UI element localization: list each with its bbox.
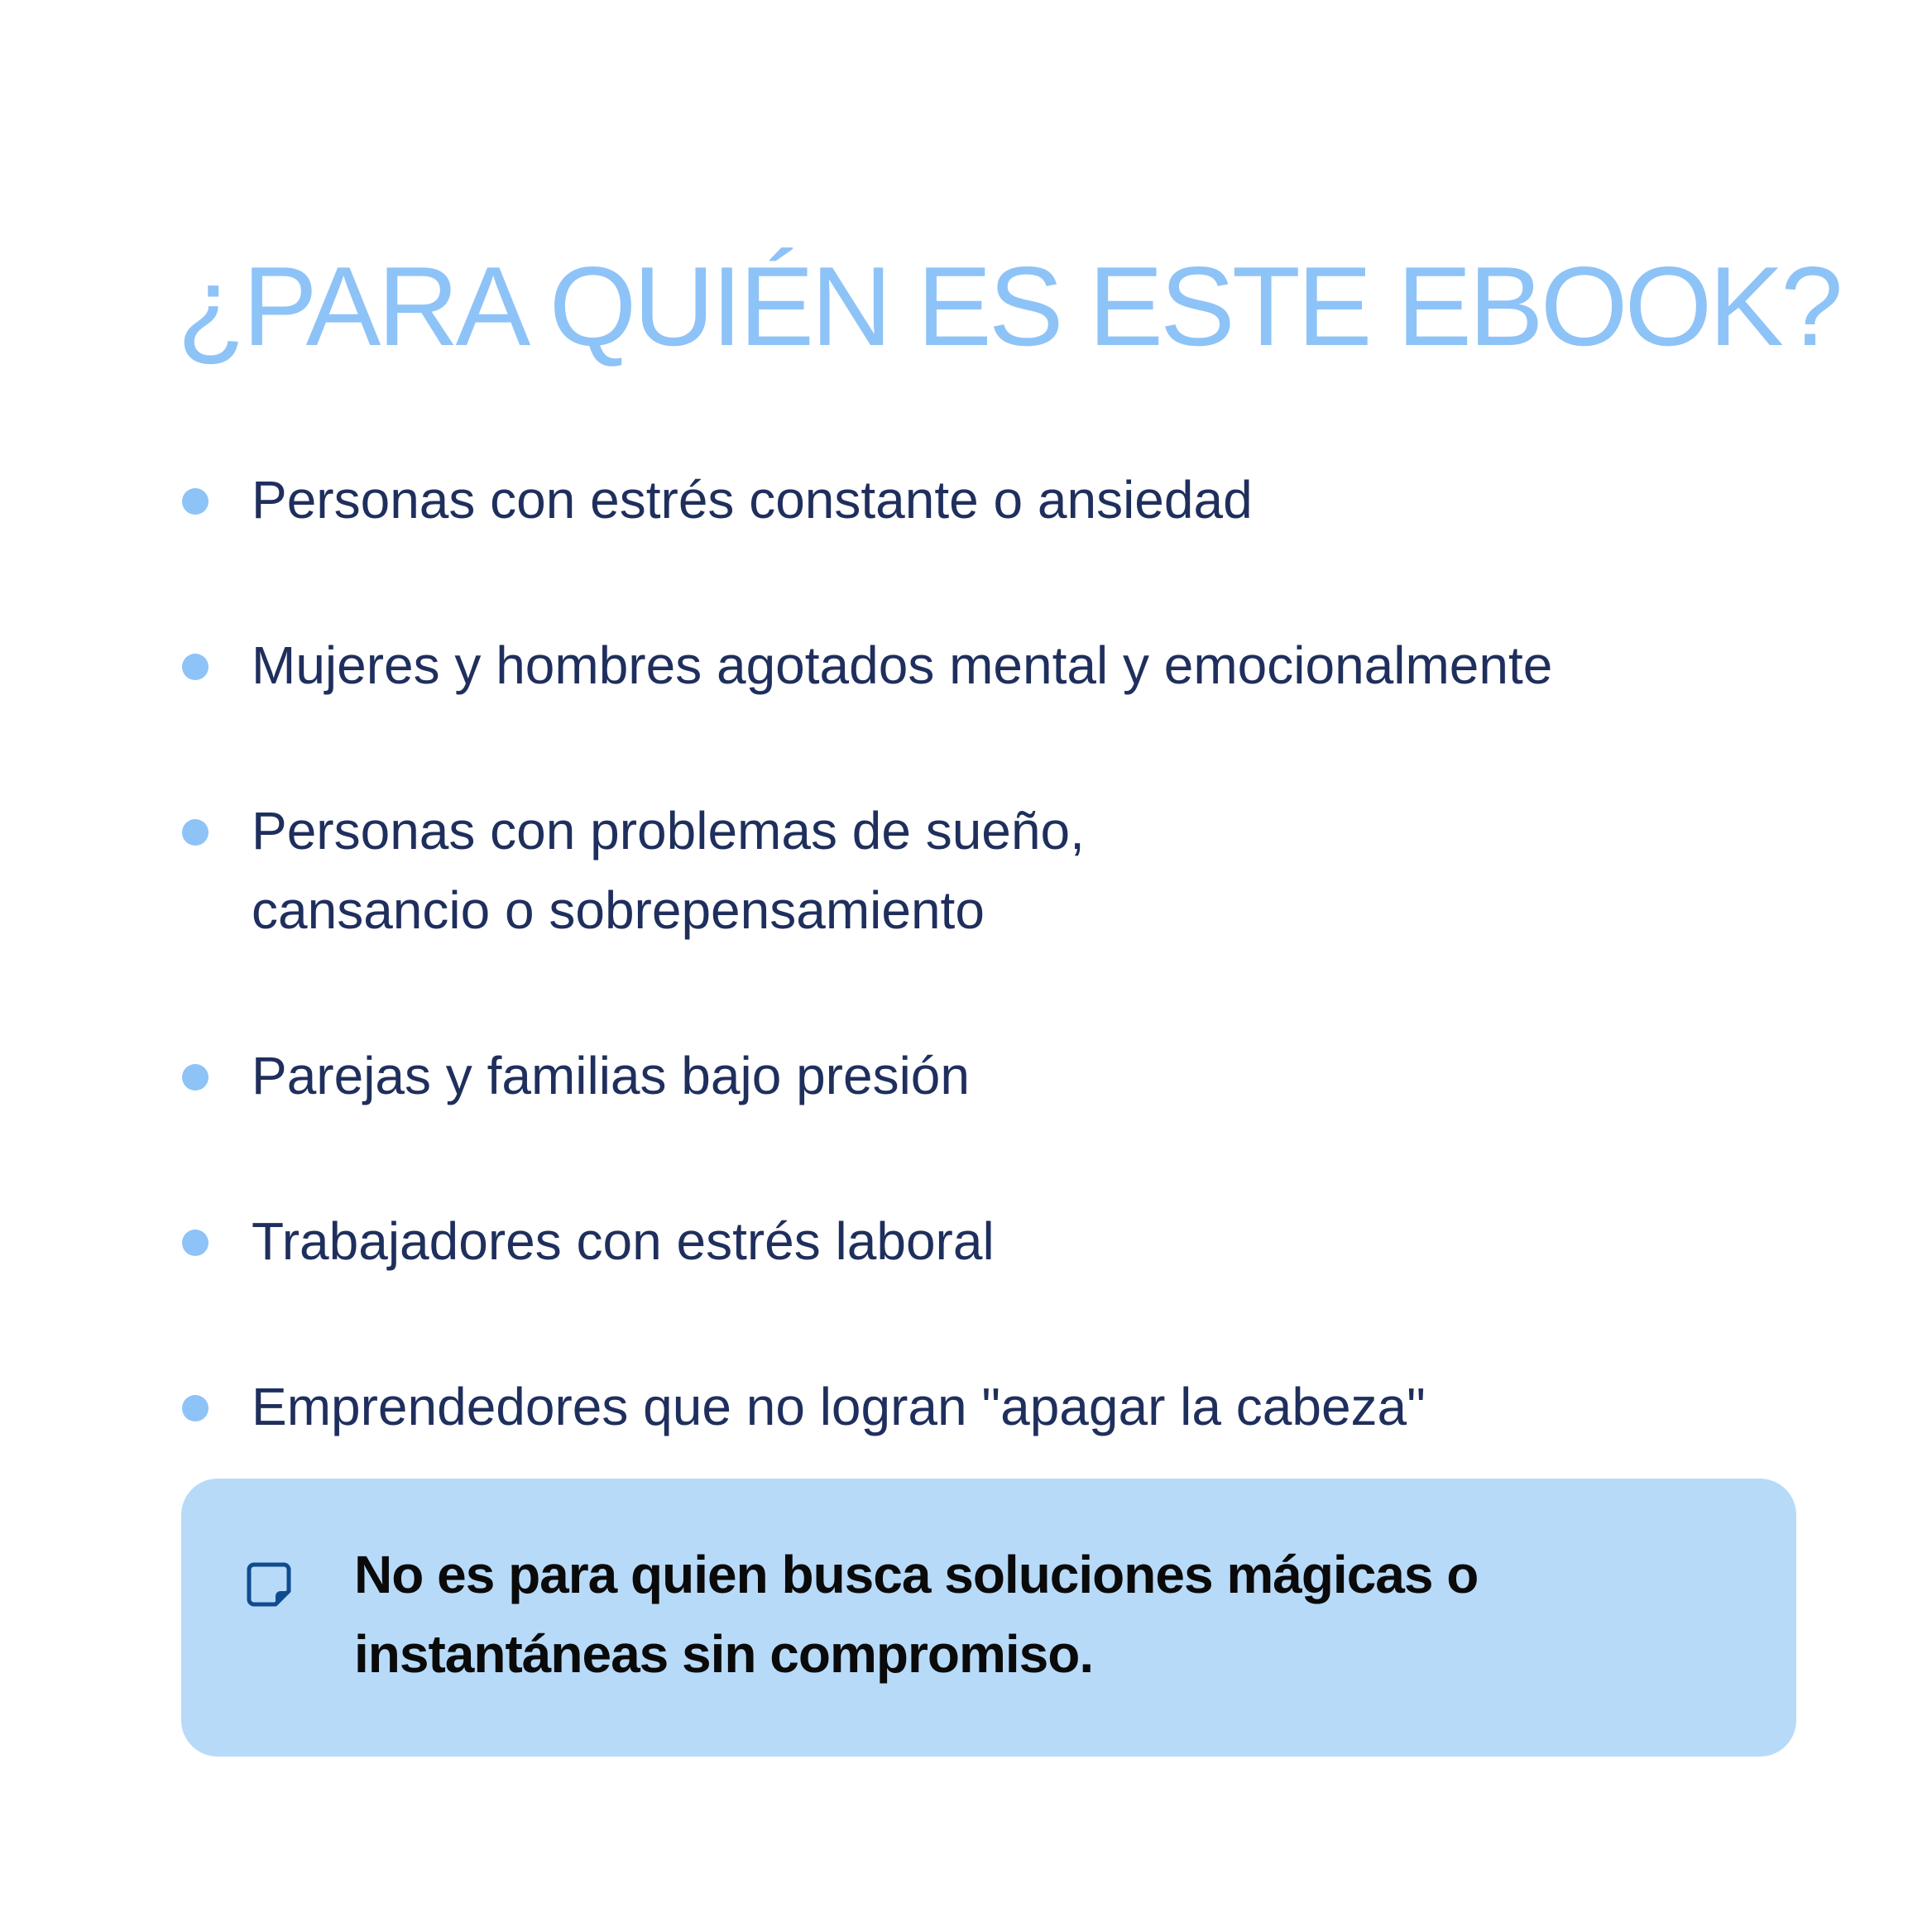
list-item-text: Emprendedores que no logran "apagar la cabeza" <box>252 1377 1426 1436</box>
bullet-dot-icon <box>182 819 209 846</box>
note-callout <box>181 1479 1796 1757</box>
list-item-text: Personas con problemas de sueño, cansancio o sobrepensamiento <box>252 801 1085 940</box>
list-item-text: Parejas y familias bajo presión <box>252 1046 970 1105</box>
bullet-dot-icon <box>182 1230 209 1256</box>
list-item <box>177 1201 1799 1281</box>
audience-list <box>177 460 1799 1532</box>
list-item <box>177 791 1799 950</box>
bullet-dot-icon <box>182 488 209 515</box>
list-item <box>177 1036 1799 1115</box>
note-text: No es para quien busca soluciones mágicas o instantáneas sin compromiso. <box>354 1545 1479 1684</box>
bullet-dot-icon <box>182 1064 209 1091</box>
list-item <box>177 1367 1799 1446</box>
list-item <box>177 460 1799 539</box>
page-title: ¿PARA QUIÉN ES ESTE EBOOK? <box>177 243 1840 369</box>
bullet-dot-icon <box>182 1395 209 1421</box>
bullet-dot-icon <box>182 654 209 680</box>
list-item-text: Mujeres y hombres agotados mental y emocionalmente <box>252 635 1553 695</box>
sticky-note-icon <box>244 1560 294 1609</box>
list-item-text: Personas con estrés constante o ansiedad <box>252 470 1253 530</box>
list-item-text: Trabajadores con estrés laboral <box>252 1211 995 1271</box>
list-item <box>177 626 1799 705</box>
